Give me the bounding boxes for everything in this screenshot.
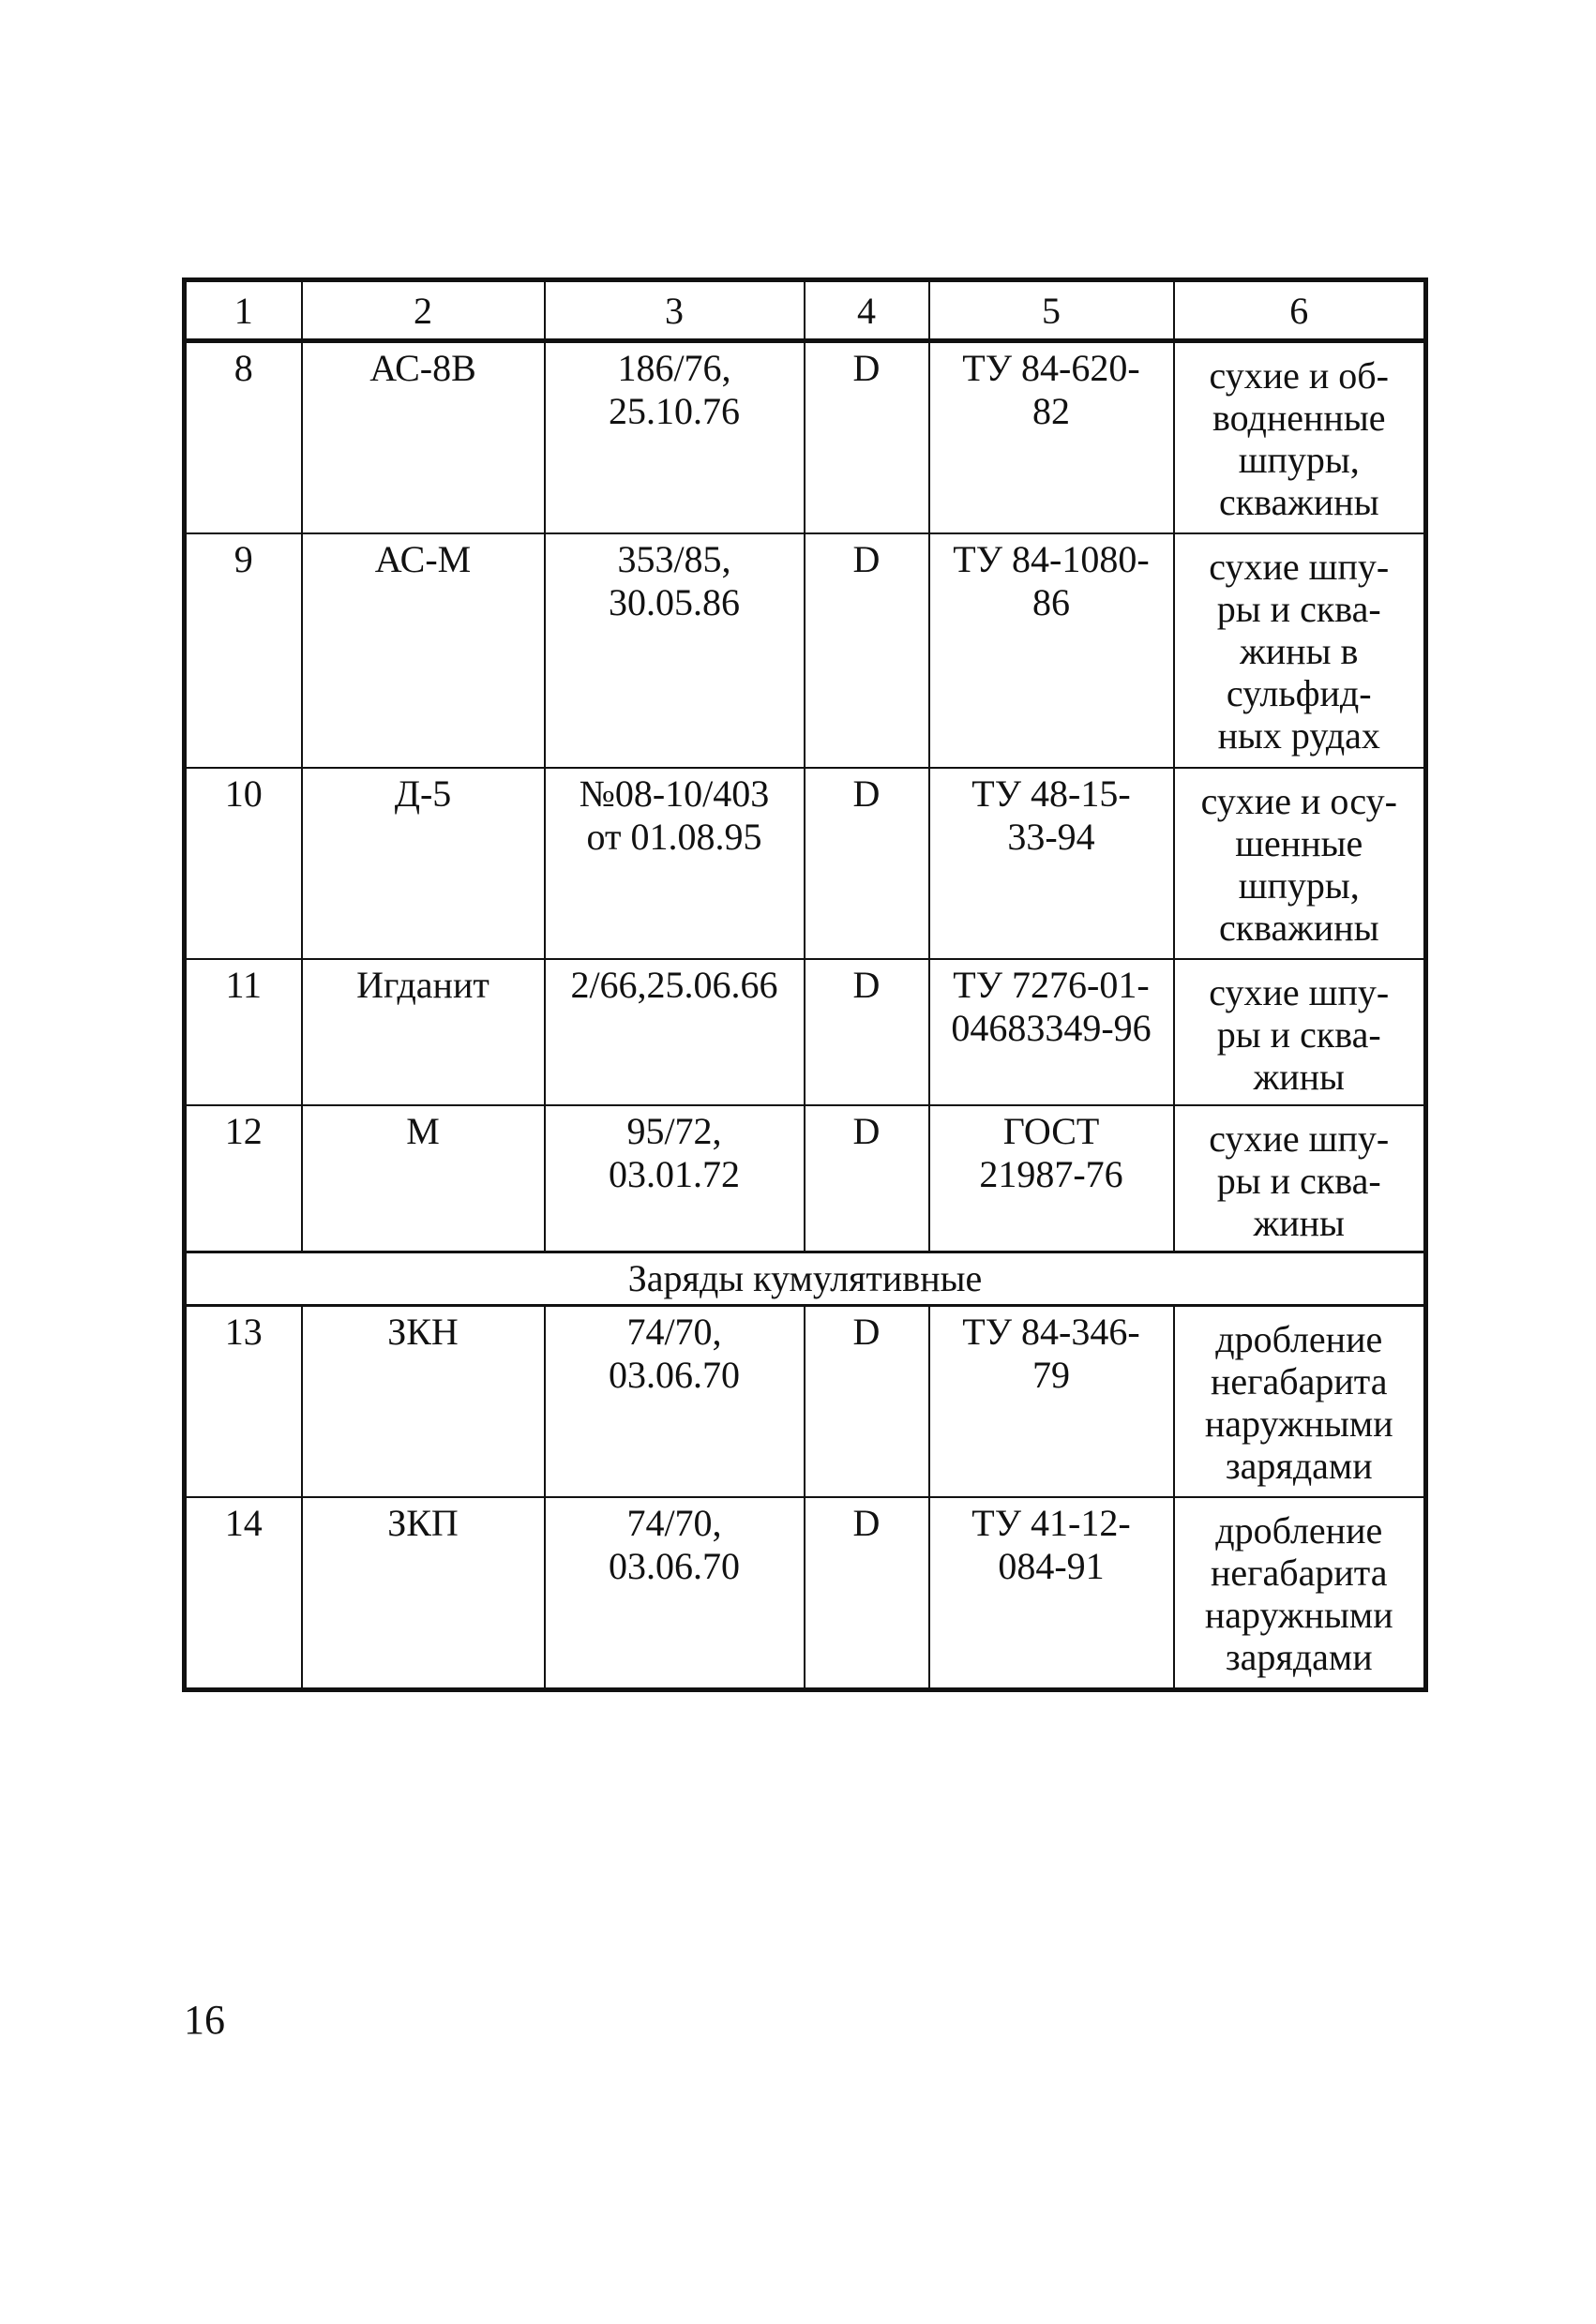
usage-cell: дробление негабарита наружными зарядами	[1174, 1497, 1426, 1690]
class-cell: D	[805, 959, 929, 1105]
row-number-cell: 12	[185, 1105, 302, 1252]
usage-cell: сухие шпу- ры и сква- жины	[1174, 1105, 1426, 1252]
row-number-cell: 8	[185, 341, 302, 534]
usage-cell: сухие и об- водненные шпуры, скважины	[1174, 341, 1426, 534]
table-header-row	[185, 280, 1426, 341]
spec-cell: ТУ 48-15- 33-94	[929, 768, 1174, 959]
permit-cell: 2/66,25.06.66	[545, 959, 805, 1105]
row-number-cell: 11	[185, 959, 302, 1105]
column-header: 1	[185, 280, 302, 341]
row-number-cell: 10	[185, 768, 302, 959]
row-number-cell: 9	[185, 533, 302, 768]
table-row	[185, 341, 1426, 534]
product-name-cell: ЗКП	[302, 1497, 545, 1690]
row-number-cell: 14	[185, 1497, 302, 1690]
spec-cell: ГОСТ 21987-76	[929, 1105, 1174, 1252]
table-row	[185, 768, 1426, 959]
product-name-cell: АС-8В	[302, 341, 545, 534]
product-name-cell: АС-М	[302, 533, 545, 768]
explosives-table	[182, 277, 1428, 1692]
spec-cell: ТУ 84-1080- 86	[929, 533, 1174, 768]
spec-cell: ТУ 41-12- 084-91	[929, 1497, 1174, 1690]
product-name-cell: М	[302, 1105, 545, 1252]
table-row	[185, 959, 1426, 1105]
class-cell: D	[805, 1497, 929, 1690]
column-header: 4	[805, 280, 929, 341]
permit-cell: 353/85, 30.05.86	[545, 533, 805, 768]
spec-cell: ТУ 84-346- 79	[929, 1306, 1174, 1498]
permit-cell: 74/70, 03.06.70	[545, 1306, 805, 1498]
table-row	[185, 1497, 1426, 1690]
column-header: 6	[1174, 280, 1426, 341]
usage-cell: дробление негабарита наружными зарядами	[1174, 1306, 1426, 1498]
table-row	[185, 1306, 1426, 1498]
class-cell: D	[805, 341, 929, 534]
class-cell: D	[805, 1105, 929, 1252]
permit-cell: 95/72, 03.01.72	[545, 1105, 805, 1252]
usage-cell: сухие и осу- шенные шпуры, скважины	[1174, 768, 1426, 959]
class-cell: D	[805, 533, 929, 768]
page-number: 16	[184, 1997, 225, 2043]
product-name-cell: Игданит	[302, 959, 545, 1105]
section-title: Заряды кумулятивные	[185, 1252, 1426, 1306]
section-heading-row	[185, 1252, 1426, 1306]
column-header: 3	[545, 280, 805, 341]
table-row	[185, 1105, 1426, 1252]
usage-cell: сухие шпу- ры и сква- жины в сульфид- ных рудах	[1174, 533, 1426, 768]
row-number-cell: 13	[185, 1306, 302, 1498]
class-cell: D	[805, 768, 929, 959]
product-name-cell: Д-5	[302, 768, 545, 959]
spec-cell: ТУ 7276-01- 04683349-96	[929, 959, 1174, 1105]
column-header: 5	[929, 280, 1174, 341]
column-header: 2	[302, 280, 545, 341]
table-row	[185, 533, 1426, 768]
spec-cell: ТУ 84-620- 82	[929, 341, 1174, 534]
permit-cell: №08-10/403 от 01.08.95	[545, 768, 805, 959]
permit-cell: 74/70, 03.06.70	[545, 1497, 805, 1690]
class-cell: D	[805, 1306, 929, 1498]
usage-cell: сухие шпу- ры и сква- жины	[1174, 959, 1426, 1105]
product-name-cell: ЗКН	[302, 1306, 545, 1498]
permit-cell: 186/76, 25.10.76	[545, 341, 805, 534]
